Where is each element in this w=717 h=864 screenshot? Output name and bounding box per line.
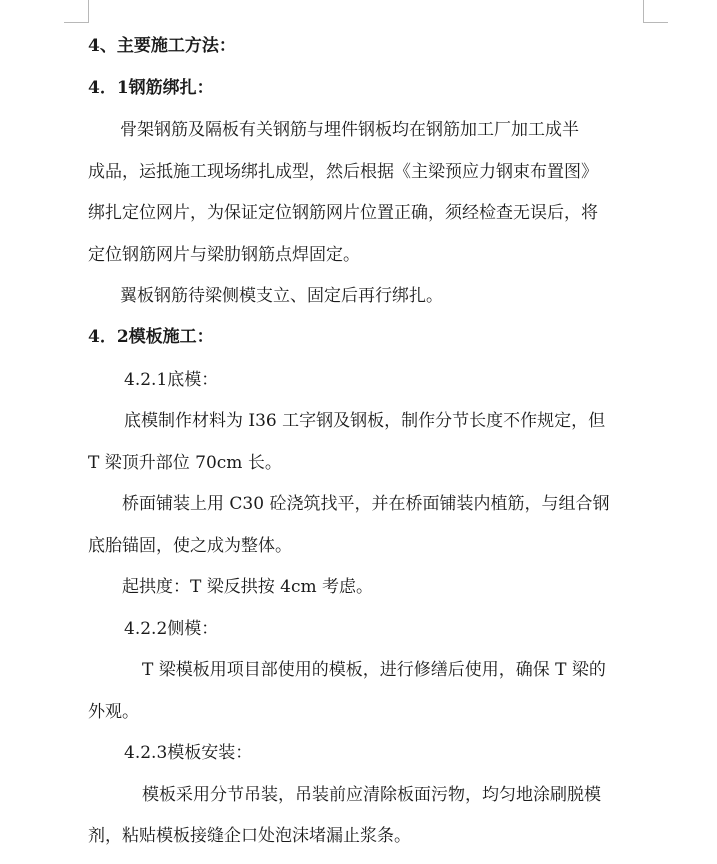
- section-heading: 4、主要施工方法：: [88, 36, 236, 56]
- paragraph-line: 桥面铺装上用 C30 砼浇筑找平，并在桥面铺装内植筋，与组合钢: [122, 494, 610, 514]
- paragraph-line: 骨架钢筋及隔板有关钢筋与埋件钢板均在钢筋加工厂加工成半: [120, 120, 579, 140]
- subsubsection-heading-form-installation: 4.2.3模板安装：: [124, 743, 253, 763]
- paragraph-line: T 梁顶升部位 70cm 长。: [88, 453, 282, 473]
- paragraph-line: 翼板钢筋待梁侧模支立、固定后再行绑扎。: [120, 286, 443, 306]
- subsection-heading-rebar: 4．1钢筋绑扎：: [88, 78, 214, 98]
- paragraph-line: 底模制作材料为 I36 工字钢及钢板，制作分节长度不作规定，但: [124, 411, 606, 431]
- paragraph-line: 剂，粘贴模板接缝企口处泡沫堵漏止浆条。: [88, 826, 411, 846]
- paragraph-line: 外观。: [88, 702, 139, 722]
- paragraph-line: 绑扎定位网片，为保证定位钢筋网片位置正确，须经检查无误后，将: [88, 203, 598, 223]
- paragraph-line: 起拱度：T 梁反拱按 4cm 考虑。: [122, 577, 374, 597]
- paragraph-line: 成品，运抵施工现场绑扎成型，然后根据《主梁预应力钢束布置图》: [88, 162, 598, 182]
- margin-mark-top-left: [64, 0, 89, 23]
- subsection-heading-formwork: 4．2模板施工：: [88, 327, 214, 347]
- paragraph-line: T 梁模板用项目部使用的模板，进行修缮后使用，确保 T 梁的: [142, 660, 606, 680]
- paragraph-line: 定位钢筋网片与梁肋钢筋点焊固定。: [88, 245, 360, 265]
- paragraph-line: 模板采用分节吊装，吊装前应清除板面污物，均匀地涂刷脱模: [142, 785, 601, 805]
- subsubsection-heading-side-form: 4.2.2侧模：: [124, 619, 219, 639]
- subsubsection-heading-bottom-form: 4.2.1底模：: [124, 370, 219, 390]
- margin-mark-top-right: [643, 0, 668, 23]
- paragraph-line: 底胎锚固，使之成为整体。: [88, 536, 292, 556]
